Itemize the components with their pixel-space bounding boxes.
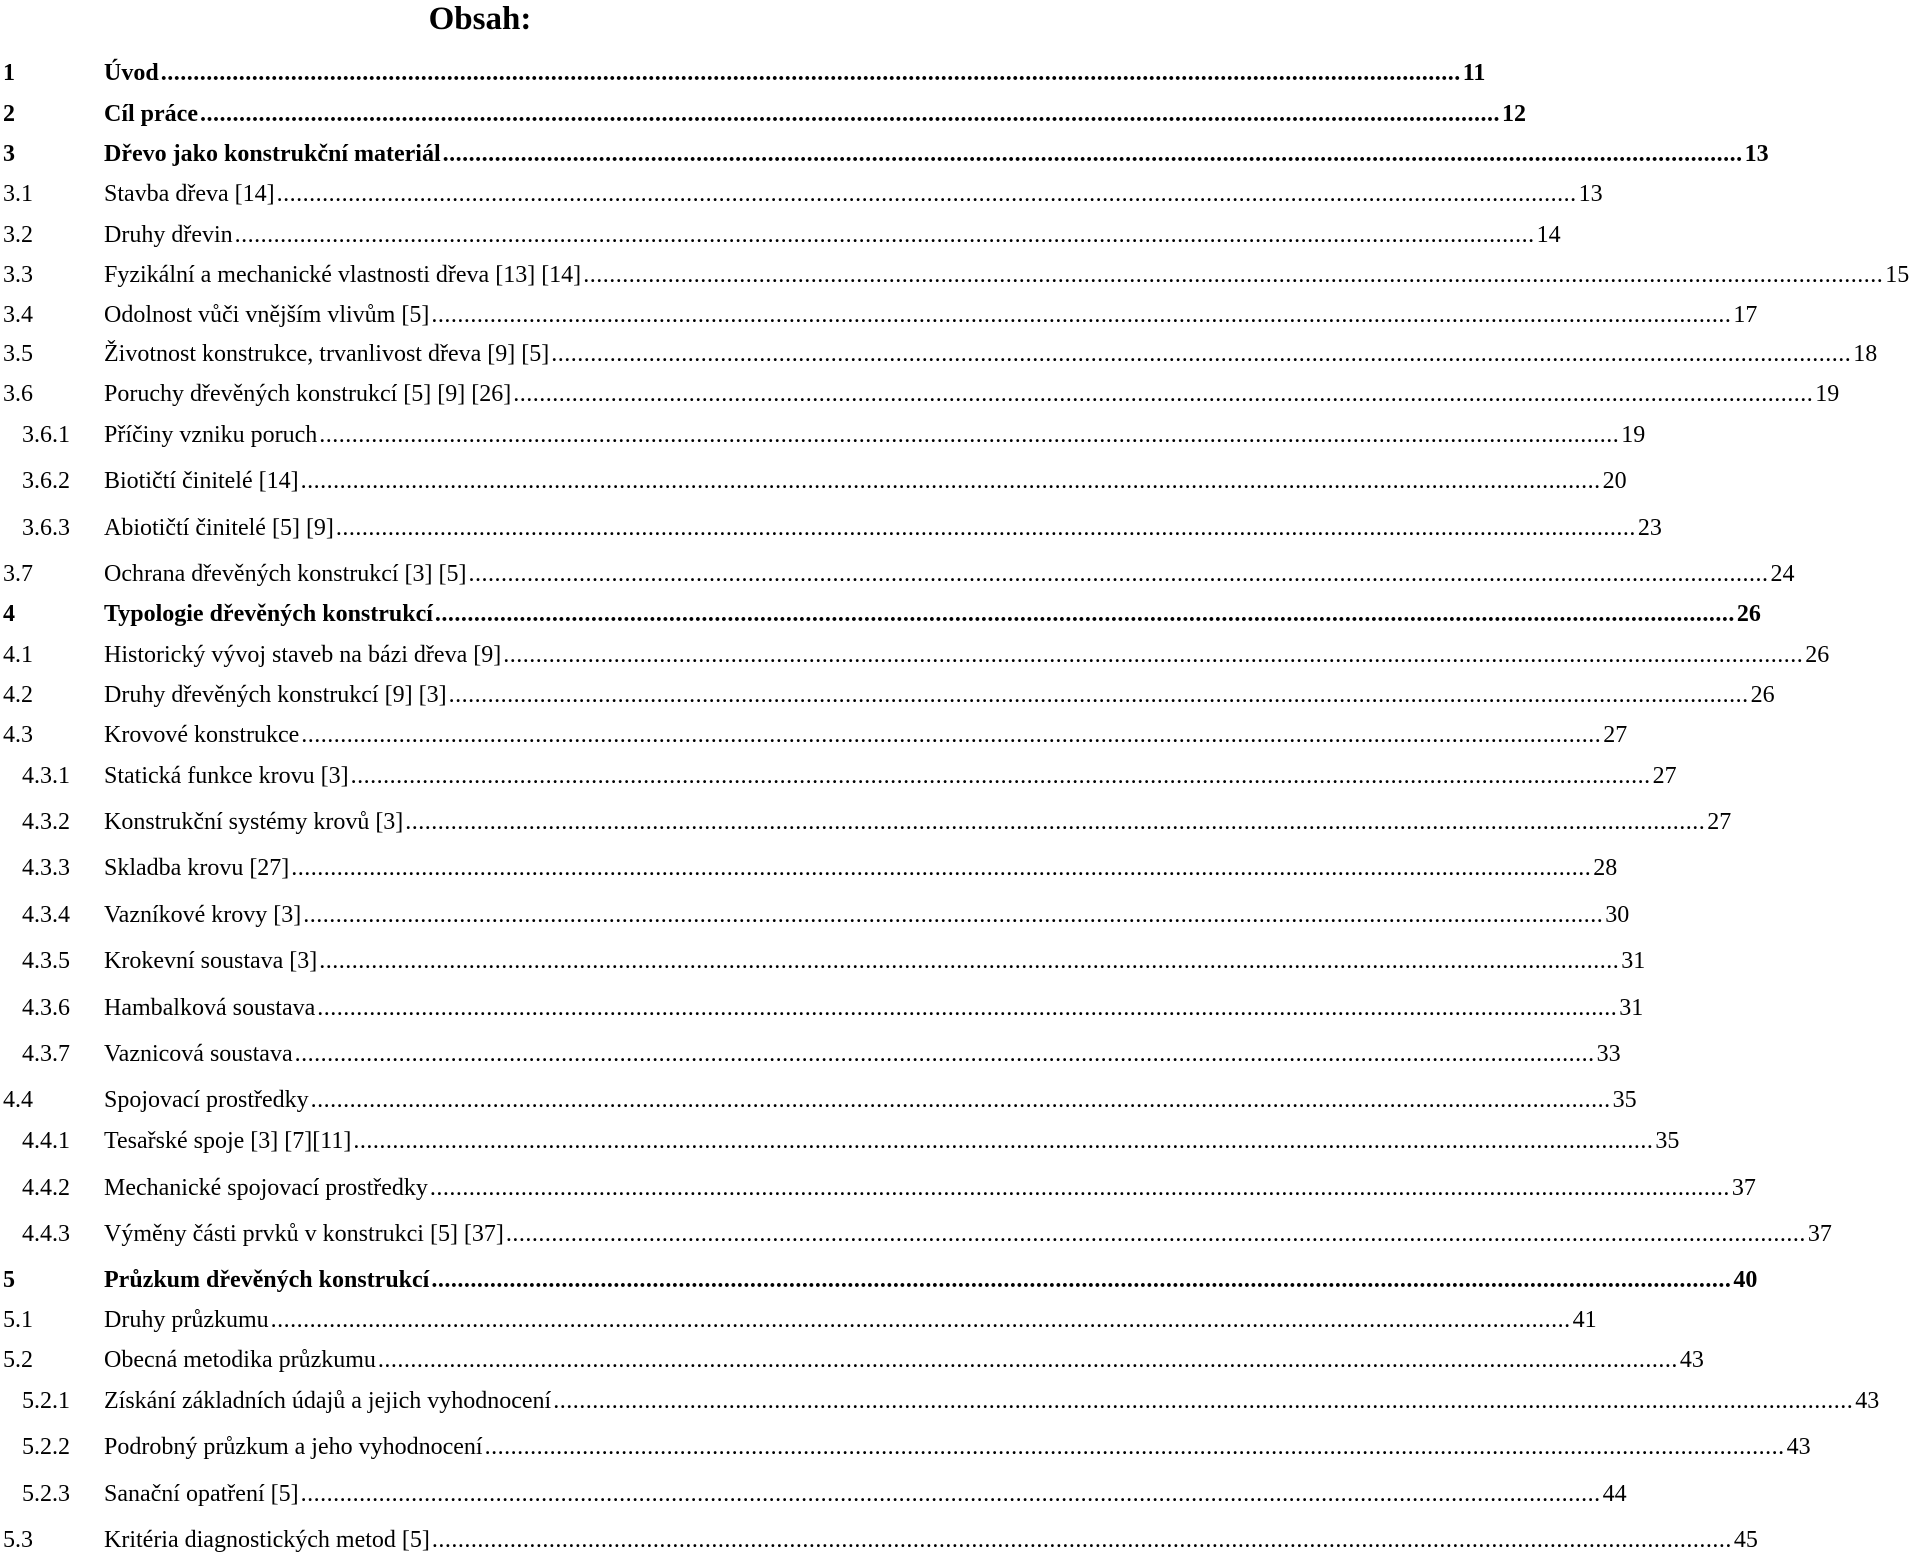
dot-leader: ........................................................................................................................................................................................................ [429, 1175, 1730, 1201]
toc-entry-page: 35 [1655, 1128, 1680, 1154]
dot-leader: ........................................................................................................................................................................................................ [294, 1041, 1595, 1067]
dot-leader: ........................................................................................................................................................................................................ [335, 515, 1636, 541]
toc-entry-number: 3.4 [3, 302, 33, 328]
toc-entry-label: Obecná metodika průzkumu [104, 1347, 376, 1373]
dot-leader: ........................................................................................................................................................................................................ [431, 302, 1732, 328]
toc-entry-label: Fyzikální a mechanické vlastnosti dřeva [13] [14] [104, 262, 582, 288]
dot-leader: ........................................................................................................................................................................................................ [319, 422, 1620, 448]
toc-entry-label: Kritéria diagnostických metod [5] [104, 1527, 430, 1553]
toc-entry-label: Hambalková soustava [104, 995, 316, 1021]
toc-entry[interactable] [0, 300, 1758, 330]
dot-leader: ........................................................................................................................................................................................................ [353, 1128, 1654, 1154]
toc-entry[interactable] [0, 853, 1618, 883]
dot-leader: ........................................................................................................................................................................................................ [300, 1481, 1601, 1507]
toc-entry[interactable] [0, 1173, 1756, 1203]
toc-entry[interactable] [0, 139, 1769, 169]
dot-leader: ........................................................................................................................................................................................................ [513, 381, 1814, 407]
toc-entry-page: 19 [1621, 422, 1646, 448]
toc-entry[interactable] [0, 1386, 1880, 1416]
toc-entry-label: Krovové konstrukce [104, 722, 300, 748]
toc-entry[interactable] [0, 993, 1644, 1023]
toc-entry-number: 4.3.3 [22, 855, 70, 881]
toc-entry-number: 3 [3, 141, 15, 167]
toc-entry-page: 23 [1637, 515, 1662, 541]
toc-entry-page: 37 [1731, 1175, 1756, 1201]
toc-entry[interactable] [0, 720, 1628, 750]
toc-entry-label: Životnost konstrukce, trvanlivost dřeva [9] [5] [104, 341, 550, 367]
toc-entry-number: 1 [3, 60, 15, 86]
toc-entry-number: 3.7 [3, 561, 33, 587]
toc-entry-page: 37 [1807, 1221, 1832, 1247]
toc-entry-label: Získání základních údajů a jejich vyhodnocení [104, 1388, 552, 1414]
toc-entry-page: 18 [1853, 341, 1878, 367]
toc-entry-number: 4.1 [3, 642, 33, 668]
toc-entry-label: Úvod [104, 60, 159, 86]
toc-entry-label: Druhy dřevěných konstrukcí [9] [3] [104, 682, 447, 708]
toc-entry[interactable] [0, 420, 1646, 450]
toc-entry-label: Konstrukční systémy krovů [3] [104, 809, 404, 835]
toc-entry-label: Druhy dřevin [104, 222, 233, 248]
toc-entry[interactable] [0, 1432, 1811, 1462]
dot-leader: ........................................................................................................................................................................................................ [405, 809, 1706, 835]
toc-entry-label: Historický vývoj staveb na bázi dřeva [9] [104, 642, 502, 668]
toc-entry[interactable] [0, 1479, 1627, 1509]
toc-entry[interactable] [0, 513, 1662, 543]
toc-entry[interactable] [0, 220, 1561, 250]
toc-entry[interactable] [0, 379, 1840, 409]
toc-entry-page: 27 [1707, 809, 1732, 835]
toc-entry-page: 26 [1750, 682, 1775, 708]
toc-entry-number: 5.1 [3, 1307, 33, 1333]
toc-entry[interactable] [0, 1126, 1680, 1156]
toc-entry[interactable] [0, 339, 1878, 369]
toc-entry-label: Průzkum dřevěných konstrukcí [104, 1267, 430, 1293]
page-title: Obsah: [428, 1, 532, 37]
dot-leader: ........................................................................................................................................................................................................ [300, 468, 1601, 494]
toc-entry-page: 28 [1593, 855, 1618, 881]
toc-entry-page: 13 [1744, 141, 1769, 167]
dot-leader: ........................................................................................................................................................................................................ [551, 341, 1852, 367]
toc-entry-page: 43 [1786, 1434, 1811, 1460]
toc-entry-label: Sanační opatření [5] [104, 1481, 299, 1507]
toc-entry-label: Vaznicová soustava [104, 1041, 293, 1067]
toc-entry-page: 26 [1805, 642, 1830, 668]
dot-leader: ........................................................................................................................................................................................................ [270, 1307, 1571, 1333]
toc-entry-page: 27 [1652, 763, 1677, 789]
toc-entry[interactable] [0, 1525, 1758, 1555]
dot-leader: ........................................................................................................................................................................................................ [431, 1267, 1732, 1293]
toc-entry[interactable] [0, 1305, 1597, 1335]
toc-entry-label: Druhy průzkumu [104, 1307, 269, 1333]
toc-entry-number: 4.3.4 [22, 902, 70, 928]
toc-entry-label: Biotičtí činitelé [14] [104, 468, 299, 494]
toc-entry-number: 5.2.3 [22, 1481, 70, 1507]
dot-leader: ........................................................................................................................................................................................................ [291, 855, 1592, 881]
toc-entry-page: 27 [1603, 722, 1628, 748]
toc-entry[interactable] [0, 1039, 1621, 1069]
dot-leader: ........................................................................................................................................................................................................ [234, 222, 1535, 248]
toc-entry-number: 3.6.3 [22, 515, 70, 541]
toc-entry[interactable] [0, 599, 1761, 629]
toc-entry-page: 12 [1501, 101, 1526, 127]
toc-entry-label: Ochrana dřevěných konstrukcí [3] [5] [104, 561, 467, 587]
toc-entry-page: 15 [1885, 262, 1909, 288]
toc-entry-number: 3.3 [3, 262, 33, 288]
toc-entry-number: 4.3.7 [22, 1041, 70, 1067]
dot-leader: ........................................................................................................................................................................................................ [319, 948, 1620, 974]
dot-leader: ........................................................................................................................................................................................................ [276, 181, 1577, 207]
toc-entry-label: Příčiny vzniku poruch [104, 422, 318, 448]
toc-entry-page: 14 [1536, 222, 1561, 248]
toc-entry-number: 3.6.2 [22, 468, 70, 494]
dot-leader: ........................................................................................................................................................................................................ [434, 601, 1735, 627]
toc-entry[interactable] [0, 58, 1486, 88]
dot-leader: ........................................................................................................................................................................................................ [442, 141, 1743, 167]
toc-entry-label: Spojovací prostředky [104, 1087, 309, 1113]
toc-entry-number: 3.2 [3, 222, 33, 248]
dot-leader: ........................................................................................................................................................................................................ [303, 902, 1604, 928]
toc-entry[interactable] [0, 179, 1603, 209]
toc-entry-page: 33 [1596, 1041, 1621, 1067]
toc-entry-number: 5.2.2 [22, 1434, 70, 1460]
toc-entry-number: 3.6.1 [22, 422, 70, 448]
toc-entry-number: 5.3 [3, 1527, 33, 1553]
toc-entry-label: Statická funkce krovu [3] [104, 763, 349, 789]
toc-entry[interactable] [0, 99, 1526, 129]
toc-entry-number: 5 [3, 1267, 15, 1293]
toc-entry-number: 5.2.1 [22, 1388, 70, 1414]
dot-leader: ........................................................................................................................................................................................................ [310, 1087, 1611, 1113]
dot-leader: ........................................................................................................................................................................................................ [583, 262, 1884, 288]
dot-leader: ........................................................................................................................................................................................................ [431, 1527, 1732, 1553]
toc-entry[interactable] [0, 807, 1732, 837]
toc-entry-page: 17 [1733, 302, 1758, 328]
toc-entry-page: 44 [1602, 1481, 1627, 1507]
dot-leader: ........................................................................................................................................................................................................ [350, 763, 1651, 789]
toc-entry-number: 4.4 [3, 1087, 33, 1113]
dot-leader: ........................................................................................................................................................................................................ [199, 101, 1500, 127]
toc-entry-page: 43 [1679, 1347, 1704, 1373]
toc-entry-label: Typologie dřevěných konstrukcí [104, 601, 433, 627]
dot-leader: ........................................................................................................................................................................................................ [484, 1434, 1785, 1460]
toc-entry-page: 45 [1733, 1527, 1758, 1553]
toc-entry-number: 4.4.2 [22, 1175, 70, 1201]
toc-entry[interactable] [0, 260, 1909, 290]
toc-entry[interactable] [0, 900, 1630, 930]
toc-entry-label: Mechanické spojovací prostředky [104, 1175, 428, 1201]
toc-entry-label: Vazníkové krovy [3] [104, 902, 302, 928]
toc-entry[interactable] [0, 1345, 1704, 1375]
toc-entry[interactable] [0, 1085, 1637, 1115]
toc-entry-label: Odolnost vůči vnějším vlivům [5] [104, 302, 430, 328]
toc-entry-page: 31 [1619, 995, 1644, 1021]
toc-entry-page: 40 [1733, 1267, 1758, 1293]
toc-entry-number: 4 [3, 601, 15, 627]
toc-entry-label: Výměny části prvků v konstrukci [5] [37] [104, 1221, 504, 1247]
toc-entry[interactable] [0, 680, 1775, 710]
dot-leader: ........................................................................................................................................................................................................ [503, 642, 1804, 668]
dot-leader: ........................................................................................................................................................................................................ [448, 682, 1749, 708]
toc-entry[interactable] [0, 1265, 1758, 1295]
toc-entry-page: 26 [1736, 601, 1761, 627]
toc-entry-number: 3.5 [3, 341, 33, 367]
toc-entry-page: 41 [1572, 1307, 1597, 1333]
dot-leader: ........................................................................................................................................................................................................ [160, 60, 1461, 86]
toc-entry-label: Tesařské spoje [3] [7][11] [104, 1128, 352, 1154]
toc-entry-page: 30 [1605, 902, 1630, 928]
toc-entry-page: 20 [1602, 468, 1627, 494]
toc-entry-label: Abiotičtí činitelé [5] [9] [104, 515, 334, 541]
toc-entry[interactable] [0, 466, 1627, 496]
toc-entry-page: 19 [1815, 381, 1840, 407]
toc-entry[interactable] [0, 640, 1830, 670]
toc-entry-number: 3.6 [3, 381, 33, 407]
dot-leader: ........................................................................................................................................................................................................ [301, 722, 1602, 748]
toc-entry-label: Skladba krovu [27] [104, 855, 290, 881]
toc-entry-number: 4.3.5 [22, 948, 70, 974]
toc-entry-label: Dřevo jako konstrukční materiál [104, 141, 441, 167]
dot-leader: ........................................................................................................................................................................................................ [553, 1388, 1854, 1414]
toc-entry-number: 4.3.2 [22, 809, 70, 835]
toc-entry-page: 11 [1462, 60, 1486, 86]
toc-entry[interactable] [0, 559, 1795, 589]
toc-entry-page: 31 [1621, 948, 1646, 974]
dot-leader: ........................................................................................................................................................................................................ [377, 1347, 1678, 1373]
toc-entry-page: 43 [1855, 1388, 1880, 1414]
toc-entry[interactable] [0, 1219, 1832, 1249]
dot-leader: ........................................................................................................................................................................................................ [468, 561, 1769, 587]
toc-entry-number: 5.2 [3, 1347, 33, 1373]
toc-entry-number: 4.3 [3, 722, 33, 748]
toc-entry-page: 24 [1770, 561, 1795, 587]
toc-entry-label: Cíl práce [104, 101, 198, 127]
toc-entry-number: 3.1 [3, 181, 33, 207]
toc-entry-number: 4.3.1 [22, 763, 70, 789]
dot-leader: ........................................................................................................................................................................................................ [317, 995, 1618, 1021]
toc-entry[interactable] [0, 761, 1677, 791]
toc-entry-number: 2 [3, 101, 15, 127]
toc-entry-label: Poruchy dřevěných konstrukcí [5] [9] [26] [104, 381, 512, 407]
toc-entry-number: 4.3.6 [22, 995, 70, 1021]
toc-entry-page: 35 [1612, 1087, 1637, 1113]
toc-entry-label: Podrobný průzkum a jeho vyhodnocení [104, 1434, 483, 1460]
toc-entry-page: 13 [1578, 181, 1603, 207]
toc-entry-number: 4.2 [3, 682, 33, 708]
toc-entry-label: Krokevní soustava [3] [104, 948, 318, 974]
dot-leader: ........................................................................................................................................................................................................ [505, 1221, 1806, 1247]
toc-entry-number: 4.4.1 [22, 1128, 70, 1154]
toc-entry-number: 4.4.3 [22, 1221, 70, 1247]
toc-entry-label: Stavba dřeva [14] [104, 181, 275, 207]
toc-entry[interactable] [0, 946, 1646, 976]
